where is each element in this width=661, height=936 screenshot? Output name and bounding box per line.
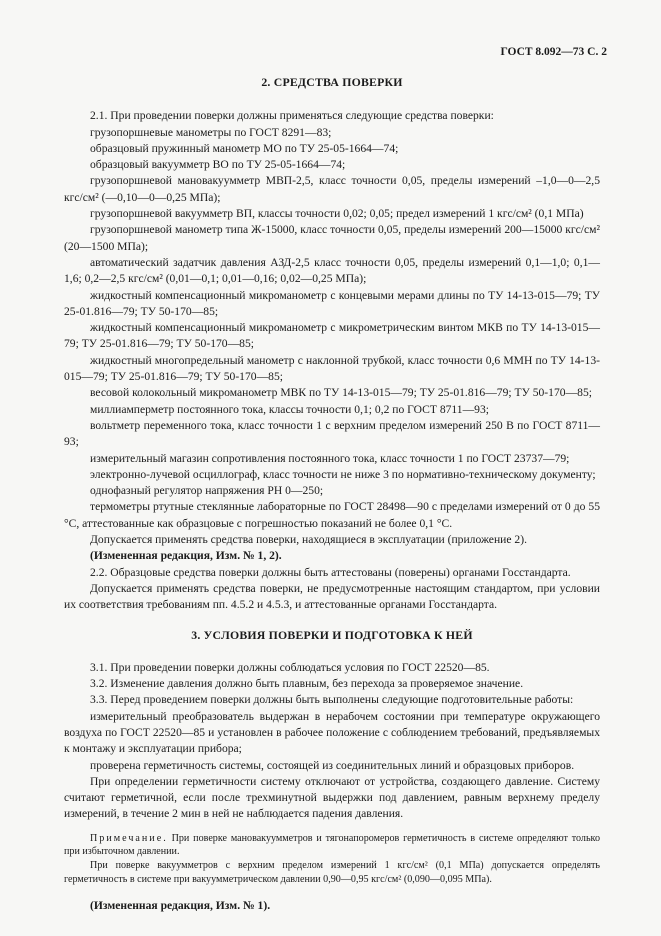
- note-paragraph-2: При поверке вакуумметров с верхним пределом измерений 1 кгс/см² (0,1 МПа) допускается определять герметичность в системе при вакуумметрическом давлении 0,90—0,95 кгс/см² (0,090—0,095 МПа).: [64, 859, 600, 885]
- list-item: автоматический задатчик давления АЗД-2,5 класс точности 0,05, пределы измерений 0,1—1,0; 0,1—1,6; 0,2—2,5 кгс/см² (0,01—0,1; 0,01—0,16; 0,02—0,25 МПа);: [64, 255, 600, 286]
- list-item: термометры ртутные стеклянные лабораторные по ГОСТ 28498—90 с пределами измерений от 0 до 55 °С, аттестованные как образцовые с погрешностью показаний не более 0,1 °С.: [64, 500, 600, 530]
- paragraph-3-1: 3.1. При проведении поверки должны соблюдаться условия по ГОСТ 22520—85.: [90, 660, 490, 674]
- paragraph-3-3: 3.3. Перед проведением поверки должны быть выполнены следующие подготовительные работы:: [90, 693, 574, 707]
- document-body: [64, 74, 600, 914]
- note-text: При поверке мановакуумметров и тягонапоромеров герметичность в системе определяют только при избыточном давлении.: [64, 832, 600, 858]
- list-item: образцовый пружинный манометр МО по ТУ 25-05-1664—74;: [90, 141, 399, 155]
- list-item: жидкостный компенсационный микроманометр с концевыми мерами длины по ТУ 14-13-015—79; ТУ 25-01.816—79; ТУ 50-170—85;: [64, 288, 600, 318]
- list-item: Допускается применять средства поверки, находящиеся в эксплуатации (приложение 2).: [90, 533, 527, 547]
- amendment-note: (Измененная редакция, Изм. № 1, 2).: [90, 549, 282, 563]
- list-item: электронно-лучевой осциллограф, класс точности не ниже 3 по нормативно-техническому документу;: [90, 467, 596, 481]
- list-item: грузопоршневой манометр типа Ж-15000, класс точности 0,05, пределы измерений 200—15000 кгс/см² (20—1500 МПа);: [64, 223, 600, 253]
- list-item: весовой колокольный микроманометр МВК по ТУ 14-13-015—79; ТУ 25-01.816—79; ТУ 50-170—85;: [90, 386, 592, 400]
- list-item: миллиамперметр постоянного тока, классы точности 0,1; 0,2 по ГОСТ 8711—93;: [90, 402, 489, 416]
- paragraph-2-1: 2.1. При проведении поверки должны применяться следующие средства поверки:: [90, 109, 494, 123]
- list-item: грузопоршневые манометры по ГОСТ 8291—83;: [90, 125, 332, 139]
- list-item: жидкостный многопредельный манометр с наклонной трубкой, класс точности 0,6 ММН по ТУ 14-13-015—79; ТУ 25-01.816—79; ТУ 50-170—85;: [64, 353, 600, 384]
- note-paragraph: [64, 832, 600, 859]
- section-3-title: 3. УСЛОВИЯ ПОВЕРКИ И ПОДГОТОВКА К НЕЙ: [191, 627, 473, 642]
- paragraph-3-3-a: измерительный преобразователь выдержан в нерабочем состоянии при температуре окружающего воздуха по ГОСТ 22520—85 и установлен в рабочее положение с соблюдением требований, предъявляемых к монтажу и эксплуатации прибора;: [64, 709, 600, 756]
- paragraph-2-2-continued: Допускается применять средства поверки, не предусмотренные настоящим стандартом, при условии их соответствия требованиям пп. 4.5.2 и 4.5.3, и аттестованные органами Госстандарта.: [64, 581, 600, 612]
- paragraph-3-3-b: проверена герметичность системы, состоящей из соединительных линий и образцовых приборов.: [90, 758, 575, 772]
- section-2-title: 2. СРЕДСТВА ПОВЕРКИ: [261, 75, 403, 89]
- paragraph-3-2: 3.2. Изменение давления должно быть плавным, без перехода за проверяемое значение.: [90, 677, 524, 691]
- list-item: вольтметр переменного тока, класс точности 1 с верхним пределом измерений 250 В по ГОСТ 8711—93;: [64, 418, 600, 449]
- list-item: образцовый вакуумметр ВО по ТУ 25-05-1664—74;: [90, 158, 346, 172]
- amendment-note-2: (Измененная редакция, Изм. № 1).: [90, 899, 271, 913]
- paragraph-2-2: 2.2. Образцовые средства поверки должны быть аттестованы (поверены) органами Госстандарта.: [90, 565, 571, 579]
- page-header: ГОСТ 8.092—73 С. 2: [500, 46, 607, 58]
- list-item: грузопоршневой мановакуумметр МВП-2,5, класс точности 0,05, пределы измерений –1,0—0—2,5 кгс/см² (—0,10—0—0,25 МПа);: [64, 174, 600, 204]
- list-item: грузопоршневой вакуумметр ВП, классы точности 0,02; 0,05; предел измерений 1 кгс/см² (0,1 МПа): [90, 207, 584, 221]
- note-label: Примечание.: [90, 832, 168, 844]
- paragraph-3-3-c: При определении герметичности систему отключают от устройства, создающего давление. Систему считают герметичной, если после трехминутной выдержки под давлением, равным верхнему пределу измерений, в течение 2 мин в ней не наблюдается падения давления.: [64, 774, 600, 821]
- list-item: однофазный регулятор напряжения РН 0—250;: [90, 484, 324, 498]
- list-item: жидкостный компенсационный микроманометр с микрометрическим винтом МКВ по ТУ 14-13-015—79; ТУ 25-01.816—79; ТУ 50-170—85;: [64, 321, 600, 351]
- equipment-list: [64, 125, 600, 549]
- list-item: измерительный магазин сопротивления постоянного тока, класс точности 1 по ГОСТ 23737—79;: [90, 451, 570, 465]
